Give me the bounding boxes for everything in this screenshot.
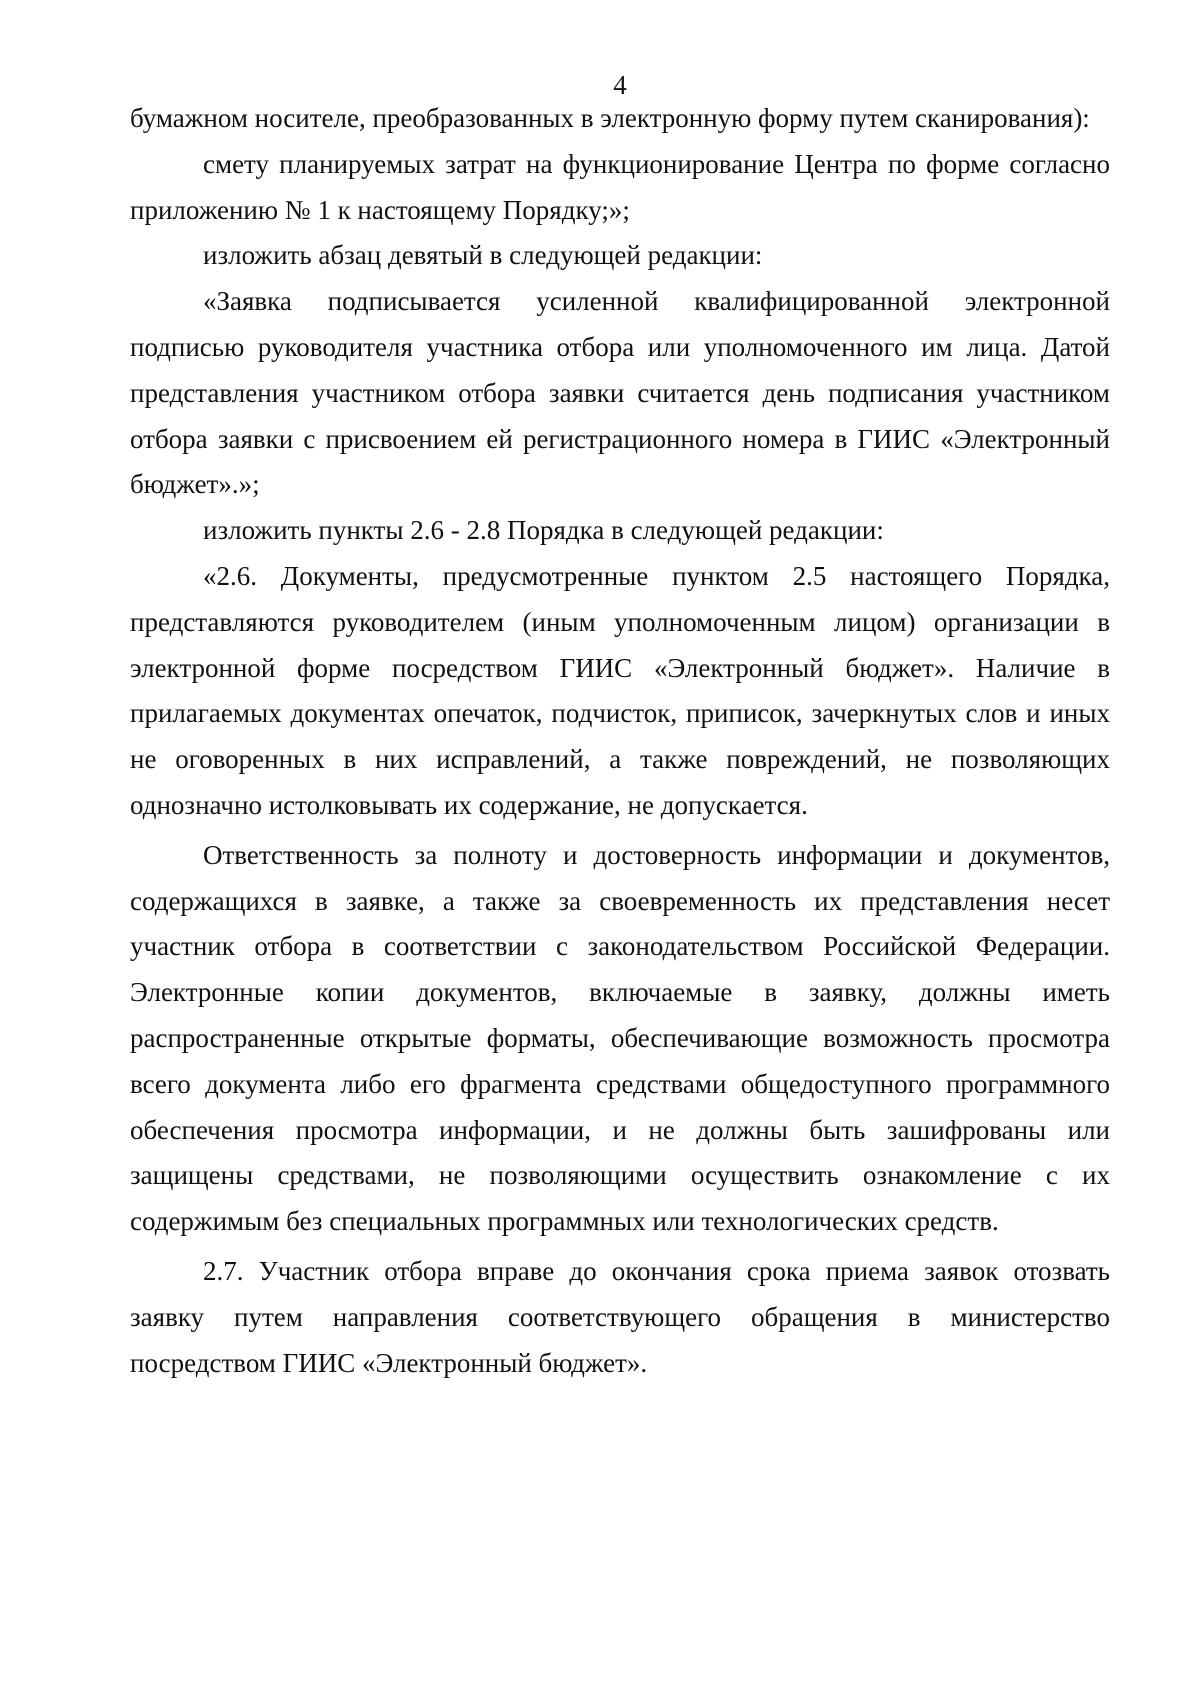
paragraph-cost-estimate: смету планируемых затрат на функционирование Центра по форме согласно приложению № 1 к настоящему Порядку;»; xyxy=(130,148,1110,225)
paragraph-item-2-7: 2.7. Участник отбора вправе до окончания срока приема заявок отозвать заявку путем направления соответствующего обращения в министерство посредством ГИИС «Электронный бюджет». xyxy=(130,1255,1110,1378)
paragraph-amendment-items: изложить пункты 2.6 - 2.8 Порядка в следующей редакции: xyxy=(203,515,884,546)
paragraph-item-2-6: «2.6. Документы, предусмотренные пунктом 2.5 настоящего Порядка, представляются руководителем (иным уполномоченным лицом) организации в электронной форме посредством ГИИС «Электронный бюджет». Наличие в прилагаемых документах опечаток, подчисток, приписок, зачеркнутых слов и иных не оговоренных в них исправлений, а также повреждений, не позволяющих однозначно истолковывать их содержание, не допускается. xyxy=(130,560,1110,820)
paragraph-responsibility: Ответственность за полноту и достоверность информации и документов, содержащихся в заявке, а также за своевременность их представления несет участник отбора в соответствии с законодательством Российской Федерации. Электронные копии документов, включаемые в заявку, должны иметь распространенные открытые форматы, обеспечивающие возможность просмотра всего документа либо его фрагмента средствами общедоступного программного обеспечения просмотра информации, и не должны быть зашифрованы или защищены средствами, не позволяющими осуществить ознакомление с их содержимым без специальных программных или технологических средств. xyxy=(130,839,1110,1237)
page-number: 4 xyxy=(613,70,627,100)
paragraph-amendment-ninth: изложить абзац девятый в следующей редакции: xyxy=(203,240,763,271)
paragraph-application-signature: «Заявка подписывается усиленной квалифицированной электронной подписью руководителя участника отбора или уполномоченного им лица. Датой представления участником отбора заявки считается день подписания участником отбора заявки с присвоением ей регистрационного номера в ГИИС «Электронный бюджет».»; xyxy=(130,286,1110,500)
paragraph-continuation: бумажном носителе, преобразованных в электронную форму путем сканирования): xyxy=(130,103,1090,133)
document-body xyxy=(130,96,1110,1386)
